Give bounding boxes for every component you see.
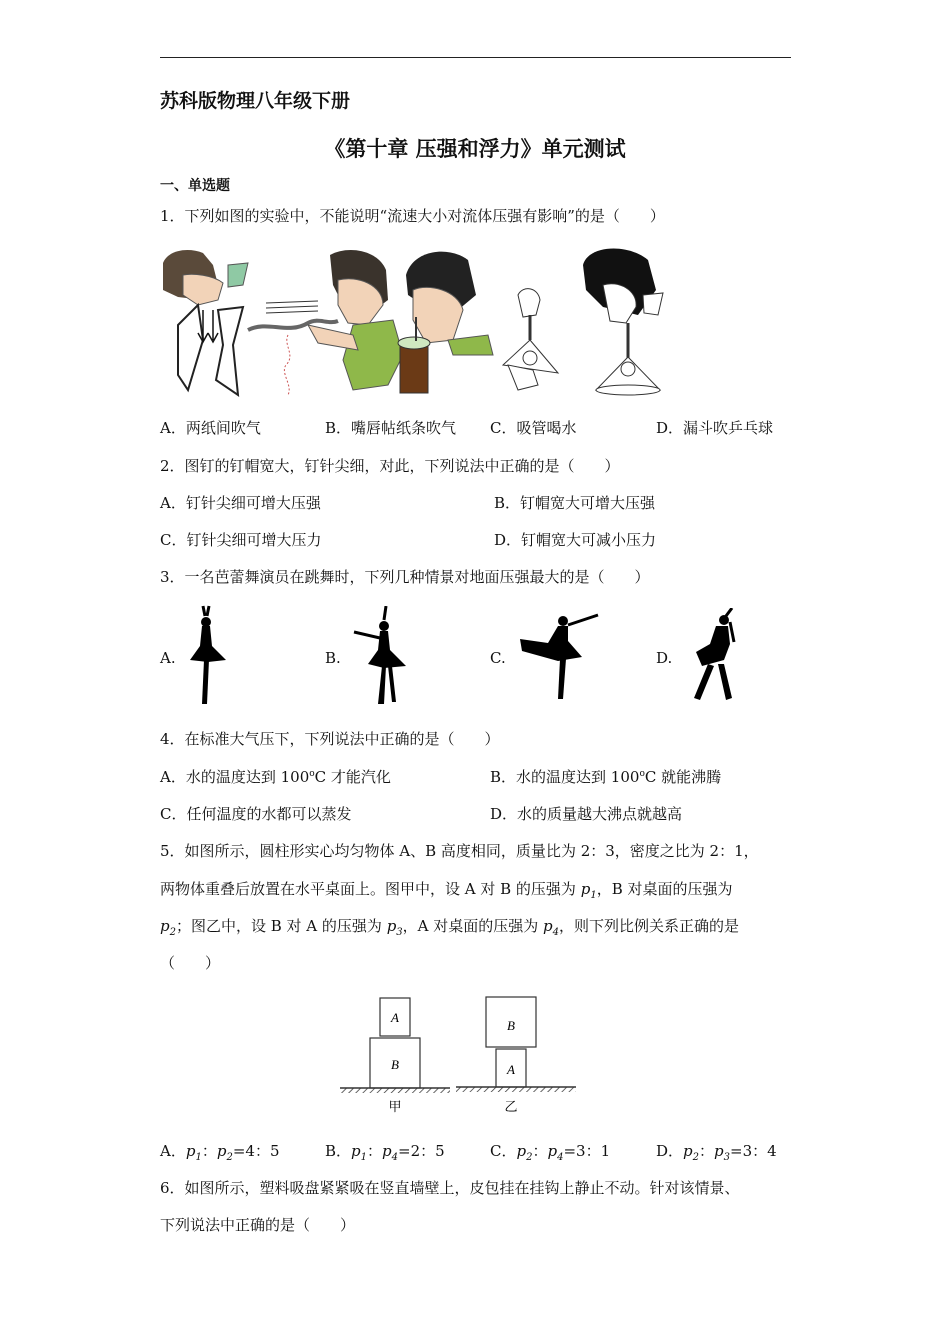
- book-title: 苏科版物理八年级下册: [160, 90, 351, 112]
- q2-stem: 2．图钉的钉帽宽大，钉针尖细，对此，下列说法中正确的是（ ）: [160, 457, 620, 475]
- paper-strip-illustration: [248, 250, 403, 395]
- q5-line-3: $p_2$；图乙中，设 B 对 A 的压强为 $p_3$，A 对桌面的压强为 $p_4$，则下列比例关系正确的是: [160, 917, 740, 938]
- q1-stem: 1．下列如图的实验中，不能说明“流速大小对流体压强有影响”的是（ ）: [160, 207, 665, 225]
- fig-jia-caption: 甲: [388, 1100, 402, 1115]
- q3-stem: 3．一名芭蕾舞演员在跳舞时，下列几种情景对地面压强最大的是（ ）: [160, 568, 650, 586]
- q5-option-b[interactable]: B．$p_1$：$p_4=2$：5: [325, 1142, 445, 1163]
- q4-option-d[interactable]: D．水的质量越大沸点就越高: [490, 805, 683, 823]
- fig-yi-caption: 乙: [504, 1100, 518, 1115]
- q4-option-a[interactable]: A．水的温度达到 100$^o$C 才能汽化: [160, 768, 391, 786]
- q2-option-a[interactable]: A．钉针尖细可增大压强: [160, 494, 321, 512]
- q5-line-4: （ ）: [160, 954, 221, 972]
- q5-line-1: 5．如图所示，圆柱形实心均匀物体 A、B 高度相同，质量比为 2：3，密度之比为 2：1，: [160, 842, 759, 860]
- q2-option-b[interactable]: B．钉帽宽大可增大压强: [494, 494, 656, 512]
- q2-option-d[interactable]: D．钉帽宽大可减小压力: [494, 531, 657, 549]
- fig-yi-label-a: A: [507, 1062, 515, 1077]
- fig-jia-label-b: B: [391, 1057, 399, 1072]
- q3-option-b[interactable]: B.: [325, 649, 341, 667]
- q4-option-c[interactable]: C．任何温度的水都可以蒸发: [160, 805, 352, 823]
- q3-option-a[interactable]: A.: [160, 649, 176, 667]
- q5-option-d[interactable]: D．$p_2$：$p_3=3$：4: [656, 1142, 777, 1163]
- fig-yi-label-b: B: [507, 1018, 515, 1033]
- q4-stem: 4．在标准大气压下，下列说法中正确的是（ ）: [160, 730, 500, 748]
- section-heading: 一、单选题: [160, 178, 230, 194]
- header-rule: [160, 57, 791, 58]
- q3-option-d[interactable]: D.: [656, 649, 673, 667]
- q1-option-c[interactable]: C．吸管喝水: [490, 419, 577, 437]
- q5-figure: [336, 992, 582, 1116]
- q1-option-b[interactable]: B．嘴唇帖纸条吹气: [325, 419, 457, 437]
- ballerina-d-silhouette: [686, 608, 742, 706]
- fig-jia-label-a: A: [391, 1010, 399, 1025]
- q5-option-a[interactable]: A．$p_1$：$p_2=4$：5: [160, 1142, 280, 1163]
- q6-line-2: 下列说法中正确的是（ ）: [160, 1216, 356, 1234]
- q2-option-c[interactable]: C．钉针尖细可增大压力: [160, 531, 322, 549]
- q4-option-b[interactable]: B．水的温度达到 100$^o$C 就能沸腾: [490, 768, 722, 786]
- q3-option-c[interactable]: C.: [490, 649, 506, 667]
- q6-line-1: 6．如图所示，塑料吸盘紧紧吸在竖直墙壁上，皮包挂在挂钩上静止不动。针对该情景、: [160, 1179, 740, 1197]
- q1-option-a[interactable]: A．两纸间吹气: [160, 419, 261, 437]
- straw-drink-illustration: [398, 252, 493, 393]
- funnel-ball-illustration: [503, 289, 558, 390]
- q1-figure: [158, 245, 668, 400]
- q5-line-2: 两物体重叠后放置在水平桌面上。图甲中，设 A 对 B 的压强为 $p_1$，B 对桌面的压强为: [160, 880, 733, 901]
- test-title: 《第十章 压强和浮力》单元测试: [324, 137, 626, 161]
- ballerina-b-silhouette: [352, 606, 412, 706]
- ballerina-a-silhouette: [182, 604, 232, 708]
- q5-option-c[interactable]: C．$p_2$：$p_4=3$：1: [490, 1142, 611, 1163]
- two-papers-illustration: [163, 250, 248, 395]
- ballerina-c-silhouette: [518, 611, 600, 703]
- funnel-blow-illustration: [583, 249, 663, 395]
- q1-option-d[interactable]: D．漏斗吹乒乓球: [656, 419, 774, 437]
